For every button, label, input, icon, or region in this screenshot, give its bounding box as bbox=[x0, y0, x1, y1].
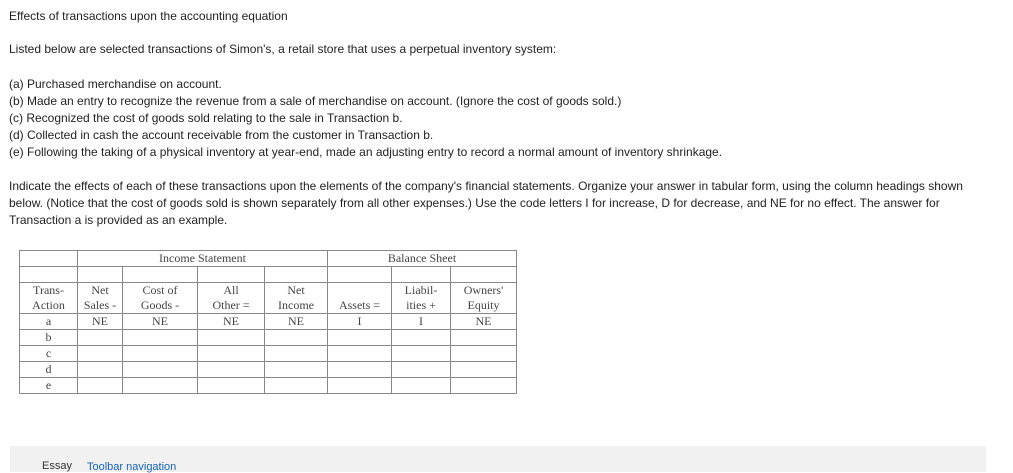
spacer-row bbox=[20, 267, 517, 283]
transaction-d: (d) Collected in cash the account receivable from the customer in Transaction b. bbox=[9, 128, 434, 142]
col-header-all-other: All bbox=[198, 283, 265, 299]
column-header-row-2 bbox=[20, 298, 517, 314]
col-header-trans: Trans- bbox=[20, 283, 78, 299]
group-header-row bbox=[20, 251, 517, 267]
table-row-e: e bbox=[20, 378, 517, 394]
intro-text: Listed below are selected transactions of Simon's, a retail store that uses a perpetual inventory system: bbox=[9, 42, 557, 56]
col-header-cost-of-goods: Cost of bbox=[123, 283, 198, 299]
page-title: Effects of transactions upon the accounting equation bbox=[9, 9, 288, 23]
col-header-liabilities-2: ities + bbox=[392, 298, 451, 314]
essay-label: Essay bbox=[42, 460, 72, 472]
table-row-b: b bbox=[20, 330, 517, 346]
col-header-net-sales-2: Sales - bbox=[78, 298, 123, 314]
col-header-net-sales: Net bbox=[78, 283, 123, 299]
col-header-owners-equity: Owners' bbox=[451, 283, 517, 299]
col-header-liabilities: Liabil- bbox=[392, 283, 451, 299]
transaction-list bbox=[9, 76, 722, 161]
effects-table bbox=[19, 250, 517, 394]
table-row-c: c bbox=[20, 346, 517, 362]
transaction-c: (c) Recognized the cost of goods sold relating to the sale in Transaction b. bbox=[9, 111, 403, 125]
col-header-trans-2: Action bbox=[20, 298, 78, 314]
instructions-text: Indicate the effects of each of these transactions upon the elements of the company's financial statements. Organize your answer in tabular form, using the column headings shown below. (Notice that the cost of goods sold is shown separately from all other expenses.) Use the code letters I for increase, D for decrease, and NE for no effect. The answer for Transaction a is provided as an example. bbox=[9, 179, 963, 227]
col-header-net-income: Net bbox=[265, 283, 328, 299]
col-header-net-income-2: Income bbox=[265, 298, 328, 314]
balance-sheet-header: Balance Sheet bbox=[328, 251, 517, 267]
table-row-a: a NE NE NE NE I I NE bbox=[20, 314, 517, 330]
col-header-all-other-2: Other = bbox=[198, 298, 265, 314]
transaction-e: (e) Following the taking of a physical inventory at year-end, made an adjusting entry to record a normal amount of inventory shrinkage. bbox=[9, 145, 723, 159]
column-header-row-1 bbox=[20, 283, 517, 299]
col-header-assets-2: Assets = bbox=[328, 298, 392, 314]
table-row-d: d bbox=[20, 362, 517, 378]
col-header-assets bbox=[328, 283, 392, 299]
essay-toolbar bbox=[10, 446, 986, 472]
transaction-a: (a) Purchased merchandise on account. bbox=[9, 77, 222, 91]
income-statement-header: Income Statement bbox=[78, 251, 328, 267]
toolbar-navigation-link[interactable]: Toolbar navigation bbox=[87, 461, 177, 473]
transaction-b: (b) Made an entry to recognize the revenue from a sale of merchandise on account. (Ignore the cost of goods sold.) bbox=[9, 94, 622, 108]
col-header-cost-of-goods-2: Goods - bbox=[123, 298, 198, 314]
col-header-owners-equity-2: Equity bbox=[451, 298, 517, 314]
